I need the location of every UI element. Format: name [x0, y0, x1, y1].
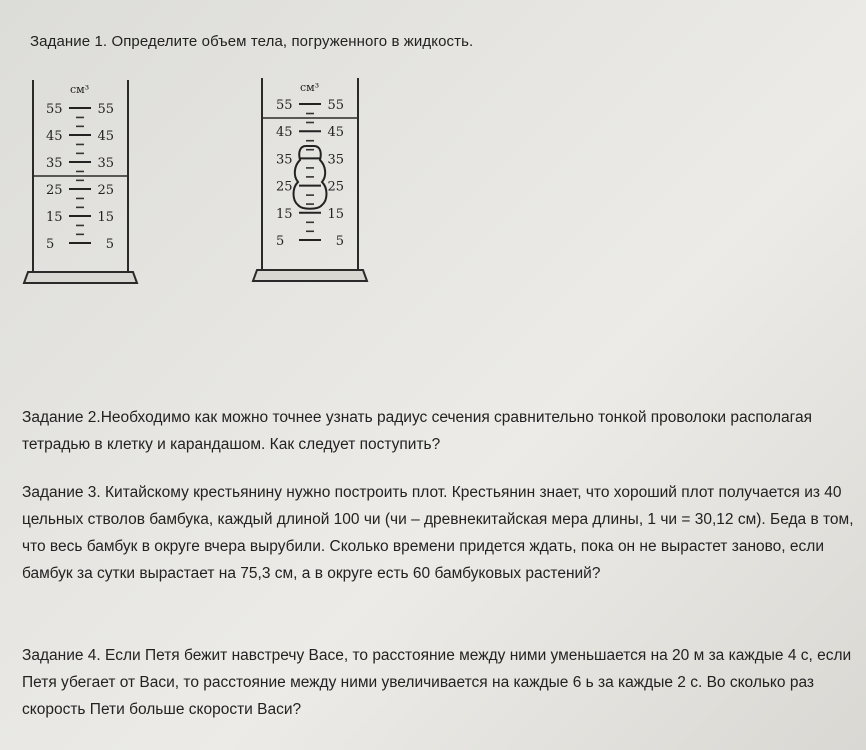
scale-right-label-l: 55 [276, 98, 293, 113]
scale-right-label-r: 35 [327, 152, 344, 168]
unit-label-left: см³ [70, 83, 90, 96]
scale-right-label-l: 15 [276, 206, 293, 222]
measuring-cylinder-right [253, 78, 367, 281]
scale-left-label-l: 5 [46, 237, 55, 252]
scale-right-label-r: 15 [327, 206, 344, 222]
cylinders-figure [0, 0, 866, 300]
figures-area [0, 0, 866, 300]
scale-left-label-r: 35 [97, 156, 114, 171]
scale-right-label-r: 25 [327, 179, 344, 195]
scale-left [46, 102, 114, 252]
scale-left-label-l: 45 [46, 129, 63, 144]
scale-right-label-l: 5 [276, 234, 285, 249]
task4-text: Задание 4. Если Петя бежит навстречу Васе, то расстояние между ними уменьшается на 20 м за каждые 4 с, если Петя убегает от Васи, то расстояние между ними увеличивается на каждые 6 ь за каждые 2 с. Во сколько раз скорость Пети больше скорости Васи? [22, 647, 852, 718]
scale-left-label-l: 25 [46, 183, 63, 198]
scale-right-label-r: 45 [327, 125, 344, 141]
task3-text: Задание 3. Китайскому крестьянину нужно построить плот. Крестьянин знает, что хороший плот получается из 40 цельных стволов бамбука, каждый длиной 100 чи (чи – древнекитайская мера длины, 1 чи = 30,12 см). Беда в том, что весь бамбук в округе вчера вырубили. Сколько времени придется ждать, пока он не вырастет заново, если бамбук за сутки вырастает на 75,3 см, а в округе есть 60 бамбуковых растений? [22, 484, 854, 582]
scale-right [276, 98, 344, 249]
task2-text: Задание 2.Необходимо как можно точнее узнать радиус сечения сравнительно тонкой проволоки располагая тетрадью в клетку и карандашом. Как следует поступить? [22, 409, 812, 453]
scale-left-label-r: 45 [97, 129, 114, 144]
scale-left-label-l: 35 [46, 156, 63, 171]
task1-title: Задание 1. Определите объем тела, погруженного в жидкость. [30, 33, 474, 50]
scale-right-label-l: 45 [276, 125, 293, 141]
scale-right-label-l: 35 [276, 152, 293, 168]
scale-left-label-l: 15 [46, 210, 63, 225]
scale-right-label-r: 5 [335, 234, 344, 249]
scale-right-label-l: 25 [276, 179, 293, 195]
task2-block [22, 404, 860, 458]
scale-left-label-r: 55 [97, 102, 114, 117]
measuring-cylinder-left [24, 80, 137, 283]
scale-left-label-r: 5 [105, 237, 114, 252]
task3-block [22, 479, 860, 587]
scale-left-label-r: 15 [97, 210, 114, 225]
scale-left-label-r: 25 [97, 183, 114, 198]
unit-label-right: см³ [300, 81, 320, 94]
scale-left-label-l: 55 [46, 102, 63, 117]
task4-block [22, 642, 860, 723]
scale-right-label-r: 55 [327, 98, 344, 113]
